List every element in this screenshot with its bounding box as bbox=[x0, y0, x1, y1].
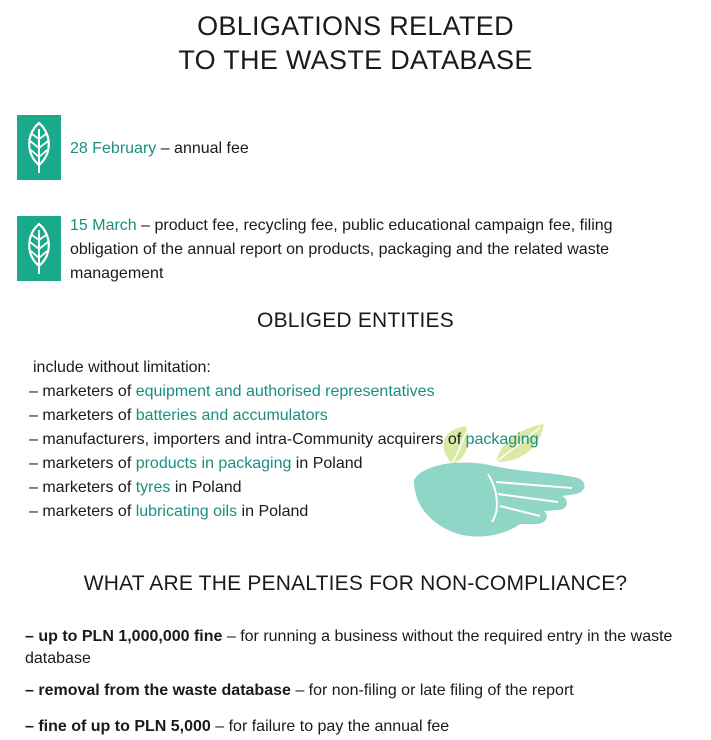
list-item: – marketers of tyres in Poland bbox=[29, 479, 242, 496]
section-heading-penalties: WHAT ARE THE PENALTIES FOR NON-COMPLIANCE? bbox=[83, 572, 628, 595]
page-title bbox=[0, 9, 711, 77]
penalty-item bbox=[25, 680, 695, 702]
deadline-product-fee bbox=[70, 214, 680, 286]
penalty-item bbox=[25, 716, 695, 738]
page-title-line-2: TO THE WASTE DATABASE bbox=[178, 45, 533, 75]
list-item: – marketers of products in packaging in Poland bbox=[29, 455, 363, 472]
deadline-annual-fee bbox=[70, 137, 249, 161]
deadline-date: 28 February bbox=[70, 140, 157, 157]
list-item: – manufacturers, importers and intra-Community acquirers of packaging bbox=[29, 431, 539, 448]
deadline-text: – product fee, recycling fee, public educational campaign fee, filing obligation of the annual report on products, packaging and the related waste management bbox=[70, 217, 613, 282]
penalty-item bbox=[25, 626, 695, 670]
list-item: – marketers of batteries and accumulators bbox=[29, 407, 328, 424]
obliged-entities-list bbox=[29, 356, 539, 524]
penalty-amount: – up to PLN 1,000,000 fine bbox=[25, 628, 223, 645]
penalty-reason: – for failure to pay the annual fee bbox=[210, 718, 450, 735]
list-item: – marketers of lubricating oils in Poland bbox=[29, 503, 309, 520]
section-heading-obliged-entities: OBLIGED ENTITIES bbox=[257, 309, 454, 332]
page-title-line-1: OBLIGATIONS RELATED bbox=[197, 11, 514, 41]
penalty-amount: – removal from the waste database bbox=[25, 682, 291, 699]
penalty-reason: – for running a business without the required entry in the waste database bbox=[25, 628, 673, 667]
penalty-amount: – fine of up to PLN 5,000 bbox=[25, 718, 211, 735]
leaf-icon bbox=[17, 216, 61, 281]
deadline-text: – annual fee bbox=[156, 140, 249, 157]
leaf-icon bbox=[17, 115, 61, 180]
penalty-reason: – for non-filing or late filing of the report bbox=[290, 682, 574, 699]
deadline-date: 15 March bbox=[70, 217, 137, 234]
entities-intro: include without limitation: bbox=[33, 359, 211, 376]
list-item: – marketers of equipment and authorised representatives bbox=[29, 383, 435, 400]
